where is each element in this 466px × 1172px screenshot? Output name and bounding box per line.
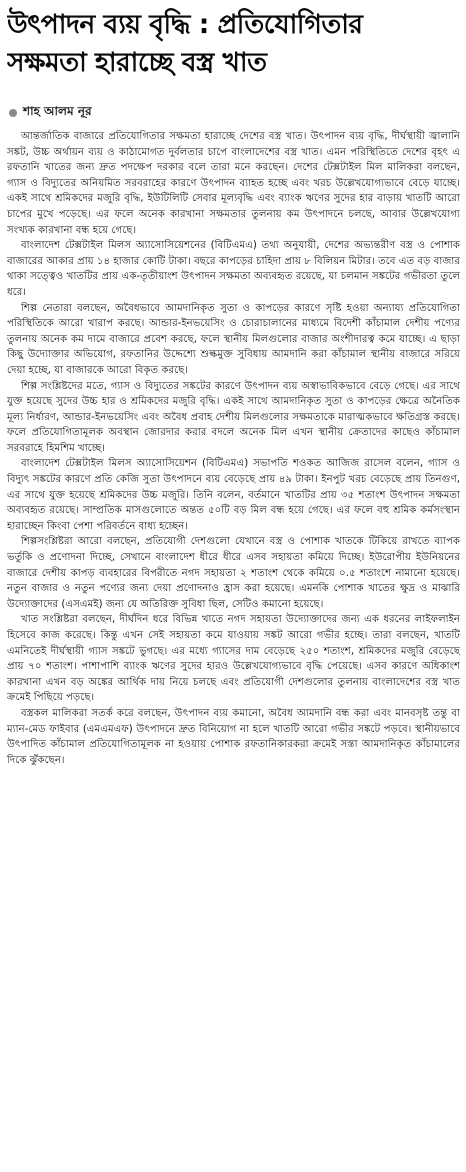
paragraph-6: শিল্পসংশ্লিষ্টরা আরো বলছেন, প্রতিযোগী দেশগুলো যেখানে বস্ত্র ও পোশাক খাতকে টিকিয়ে রাখতে ব্যাপক ভর্তুকি ও প্রণোদনা দিচ্ছে, সেখানে বাংলাদেশ ধীরে ধীরে এসব সহায়তা কমিয়ে দিচ্ছে। ইউরোপীয় ইউনিয়নের বাজারে দেশীয় কাপড় ব্যবহারের বিপরীতে নগদ সহায়তা ২ শতাংশ থেকে কমিয়ে ০.৫ শতাংশে নামানো হয়েছে। নতুন বাজার ও নতুন পণ্যের জন্য দেয়া প্রণোদনাও হ্রাস করা হয়েছে। এমনকি পোশাক খাতের ক্ষুদ্র ও মাঝারি উদ্যোক্তাদের (এসএমই) জন্য যে অতিরিক্ত সুবিধা ছিল, সেটিও কমানো হয়েছে। <box>7 536 460 610</box>
paragraph-5: বাংলাদেশ টেক্সটাইল মিলস অ্যাসোসিয়েশন (বিটিএমএ) সভাপতি শওকত আজিজ রাসেল বলেন, গ্যাস ও বিদ্যুৎ সঙ্কটের কারণে প্রতি কেজি সুতা উৎপাদনে ব্যয় বেড়েছে প্রায় ৪৯ টাকা। ইনপুট খরচ বেড়েছে প্রায় তিনগুণ, এর সাথে যুক্ত হয়েছে শ্রমিকদের উচ্চ মজুরি। তিনি বলেন, বর্তমানে খাতটির প্রায় ৩৫ শতাংশ উৎপাদন সক্ষমতা অব্যবহৃত রয়েছে। সাম্প্রতিক মাসগুলোতে অন্তত ৫০টি বড় মিল বন্ধ হয়ে গেছে। এর ফলে বহু শ্রমিক কর্মসংস্থান হারাচ্ছেন কিংবা পেশা পরিবর্তনে বাধ্য হচ্ছেন। <box>7 458 460 532</box>
byline <box>9 103 460 123</box>
paragraph-1: আন্তর্জাতিক বাজারে প্রতিযোগিতার সক্ষমতা হারাচ্ছে দেশের বস্ত্র খাত। উৎপাদন ব্যয় বৃদ্ধি, দীর্ঘস্থায়ী জ্বালানি সঙ্কট, উচ্চ অর্থায়ন ব্যয় ও কাঠামোগত দুর্বলতার চাপে বাংলাদেশের বস্ত্র খাত। এমন পরিস্থিতিতে দেশের বৃহৎ এ রফতানি খাতের জন্য দ্রুত পদক্ষেপ দরকার বলে তারা মনে করছেন। দেশের টেক্সটাইল মিল মালিকরা বলছেন, গ্যাস ও বিদ্যুতের অনিয়মিত সরবরাহের কারণে উৎপাদন ব্যাহত হচ্ছে এবং খরচ উল্লেখযোগ্যভাবে বেড়ে যাচ্ছে। একই সাথে শ্রমিকদের মজুরি বৃদ্ধি, ইউটিলিটি সেবার মূল্যবৃদ্ধি এবং ব্যাংক ঋণের সুদের হার বাড়ায় খাতটি আরো চাপের মুখে পড়েছে। এর ফলে অনেক কারখানা সক্ষমতার তুলনায় কম উৎপাদনে চলছে, আবার উল্লেখযোগ্য সংখ্যক কারখানা বন্ধ হয়ে গেছে। <box>7 131 460 236</box>
byline-author: শাহ আলম নূর <box>23 104 92 118</box>
paragraph-7: খাত সংশ্লিষ্টরা বলছেন, দীর্ঘদিন ধরে বিভিন্ন খাতে নগদ সহায়তা উদ্যোক্তাদের জন্য এক ধরনের লাইফলাইন হিসেবে কাজ করেছে। কিন্তু এখন সেই সহায়তা কমে যাওয়ায় সঙ্কট আরো গভীর হচ্ছে। তারা বলছেন, খাতটি এমনিতেই দীর্ঘস্থায়ী গ্যাস সঙ্কটে ভুগছে। এর মধ্যে গ্যাসের দাম বেড়েছে ২৫০ শতাংশ, শ্রমিকদের মজুরি বেড়েছে প্রায় ৭০ শতাংশ। পাশাপাশি ব্যাংক ঋণের সুদের হারও উল্লেখযোগ্যভাবে বৃদ্ধি পেয়েছে। এসব কারণে অধিকাংশ কারখানা এখন বড় অঙ্কের আর্থিক দায় নিয়ে চলছে এবং প্রতিযোগী দেশগুলোর তুলনায় বাংলাদেশের বস্ত্র খাত ক্রমেই পিছিয়ে পড়ছে। <box>7 614 460 704</box>
paragraph-8: বস্ত্রকল মালিকরা সতর্ক করে বলছেন, উৎপাদন ব্যয় কমানো, অবৈধ আমদানি বন্ধ করা এবং মানবসৃষ্ট তন্তু বা ম্যান-মেড ফাইবার (এমএমএফ) উৎপাদনে দ্রুত বিনিয়োগ না হলে খাতটি আরো গভীর সঙ্কটে পড়বে। স্থানীয়ভাবে উৎপাদিত কাঁচামাল প্রতিযোগিতামূলক না হওয়ায় পোশাক রফতানিকারকরা ক্রমেই সস্তা আমদানিকৃত কাঁচামালের দিকে ঝুঁকছেন। <box>7 707 460 766</box>
paragraph-3: শিল্প নেতারা বলছেন, অবৈধভাবে আমদানিকৃত সুতা ও কাপড়ের কারণে সৃষ্টি হওয়া অন্যায্য প্রতিযোগিতা পরিস্থিতিকে আরো খারাপ করছে। আন্ডার-ইনভয়েসিং ও চোরাচালানের মাধ্যমে বিদেশী কাঁচামাল দেশীয় পণ্যের তুলনায় অনেক কম দামে বাজারে প্রবেশ করছে, ফলে স্থানীয় মিলগুলোর বাজার অংশীদারত্ব কমে যাচ্ছে। এ ছাড়া কিছু উদ্যোক্তার অভিযোগ, রফতানির উদ্দেশ্যে শুল্কমুক্ত সুবিধায় আমদানি করা কাঁচামাল স্থানীয় বাজারে সরিয়ে দেয়া হচ্ছে, যা বাজারকে আরো বিকৃত করছে। <box>7 302 460 376</box>
paragraph-4: শিল্প সংশ্লিষ্টদের মতে, গ্যাস ও বিদ্যুতের সঙ্কটের কারণে উৎপাদন ব্যয় অস্বাভাবিকভাবে বেড়ে গেছে। এর সাথে যুক্ত হয়েছে সুদের উচ্চ হার ও শ্রমিকদের মজুরি বৃদ্ধি। একই সাথে আমদানিকৃত সুতা ও কাপড়ের ক্ষেত্রে অনৈতিক মূল্য নির্ধারণ, আন্ডার-ইনভয়েসিং এবং অবৈধ প্রবাহ দেশীয় মিলগুলোর সক্ষমতাকে মারাত্মকভাবে ক্ষতিগ্রস্ত করছে। ফলে প্রতিযোগিতামূলক অবস্থান জোরদার করার বদলে অনেক মিল এখন স্থানীয় ক্রেতাদের কাছেও কাঁচামাল সরবরাহে হিমশিম খাচ্ছে। <box>7 380 460 454</box>
bullet-dot-icon <box>9 109 17 117</box>
headline-line-2: সক্ষমতা হারাচ্ছে বস্ত্র খাত <box>7 47 267 78</box>
headline <box>7 6 460 82</box>
paragraph-2: বাংলাদেশ টেক্সটাইল মিলস অ্যাসোসিয়েশনের (বিটিএমএ) তথ্য অনুযায়ী, দেশের অভ্যন্তরীণ বস্ত্র ও পোশাক বাজারের আকার প্রায় ১৪ হাজার কোটি টাকা। বছরে কাপড়ের চাহিদা প্রায় ৮ বিলিয়ন মিটার। তবে এত বড় বাজার থাকা সত্ত্বেও খাতটির প্রায় এক-তৃতীয়াংশ উৎপাদন সক্ষমতা অব্যবহৃত রয়েছে, যা চলমান সঙ্কটের গভীরতা তুলে ধরে। <box>7 240 460 298</box>
article-body <box>7 129 460 768</box>
headline-line-1: উৎপাদন ব্যয় বৃদ্ধি : প্রতিযোগিতার <box>7 9 363 40</box>
